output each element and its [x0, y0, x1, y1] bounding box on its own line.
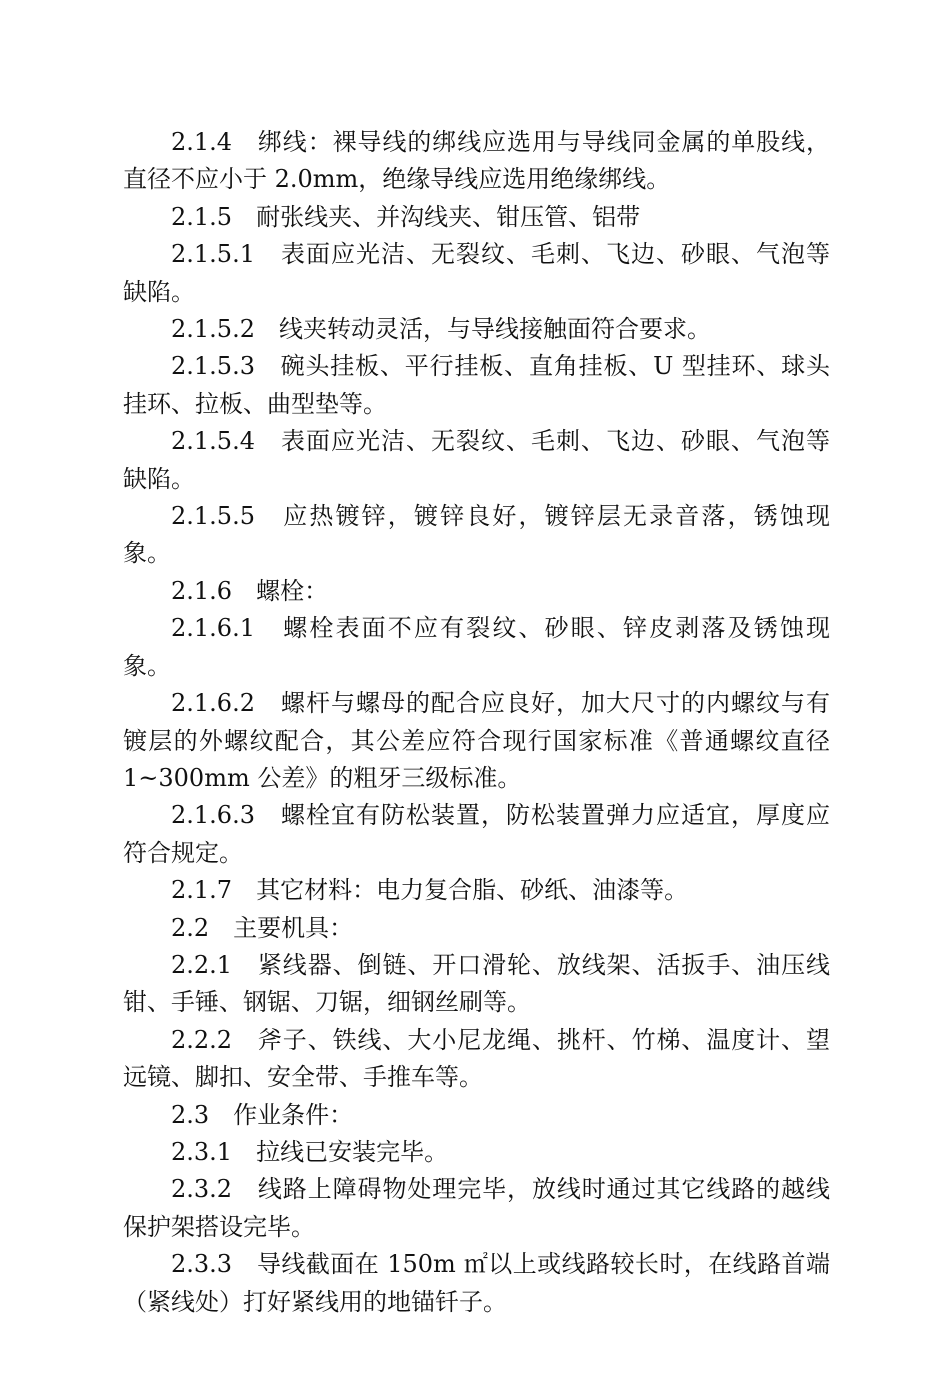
paragraph-2-1-6-1: 2.1.6.1 螺栓表面不应有裂纹、砂眼、锌皮剥落及锈蚀现象。	[123, 614, 830, 680]
paragraph-2-3-3: 2.3.3 导线截面在 150m ㎡以上或线路较长时，在线路首端（紧线处）打好紧线用的地锚钎子。	[123, 1250, 830, 1316]
paragraph-2-1-5-5: 2.1.5.5 应热镀锌，镀锌良好，镀锌层无录音落，锈蚀现象。	[123, 502, 830, 568]
paragraph-2-1-6-3: 2.1.6.3 螺栓宜有防松装置，防松装置弹力应适宜，厚度应符合规定。	[123, 801, 830, 867]
paragraph-2-1-6-2: 2.1.6.2 螺杆与螺母的配合应良好，加大尺寸的内螺纹与有镀层的外螺纹配合，其公差应符合现行国家标准《普通螺纹直径 1~300mm 公差》的粗牙三级标准。	[123, 689, 838, 792]
paragraph-2-1-5-3: 2.1.5.3 碗头挂板、平行挂板、直角挂板、U 型挂环、球头挂环、拉板、曲型垫等。	[123, 352, 830, 418]
paragraph-2-1-5-2: 2.1.5.2 线夹转动灵活，与导线接触面符合要求。	[171, 315, 711, 344]
paragraph-2-2: 2.2 主要机具：	[171, 913, 354, 942]
paragraph-2-1-5-1: 2.1.5.1 表面应光洁、无裂纹、毛刺、飞边、砂眼、气泡等缺陷。	[123, 240, 830, 306]
paragraph-2-3-1: 2.3.1 拉线已安装完毕。	[171, 1137, 449, 1166]
paragraph-2-1-4: 2.1.4 绑线：裸导线的绑线应选用与导线同金属的单股线，直径不应小于 2.0mm，绝缘导线应选用绝缘绑线。	[123, 128, 830, 194]
paragraph-2-1-6: 2.1.6 螺栓：	[171, 576, 329, 605]
paragraph-2-2-1: 2.2.1 紧线器、倒链、开口滑轮、放线架、活扳手、油压线钳、手锤、钢锯、刀锯，细钢丝刷等。	[123, 950, 830, 1017]
paragraph-2-1-5: 2.1.5 耐张线夹、并沟线夹、钳压管、铝带	[171, 202, 641, 231]
paragraph-2-2-2: 2.2.2 斧子、铁线、大小尼龙绳、挑杆、竹梯、温度计、望远镜、脚扣、安全带、手推车等。	[123, 1025, 830, 1092]
paragraph-2-3: 2.3 作业条件：	[171, 1100, 354, 1129]
paragraph-2-1-5-4: 2.1.5.4 表面应光洁、无裂纹、毛刺、飞边、砂眼、气泡等缺陷。	[123, 427, 830, 493]
document-body	[123, 124, 838, 1321]
paragraph-2-1-7: 2.1.7 其它材料：电力复合脂、砂纸、油漆等。	[171, 876, 689, 905]
paragraph-2-3-2: 2.3.2 线路上障碍物处理完毕，放线时通过其它线路的越线保护架搭设完毕。	[123, 1175, 830, 1241]
